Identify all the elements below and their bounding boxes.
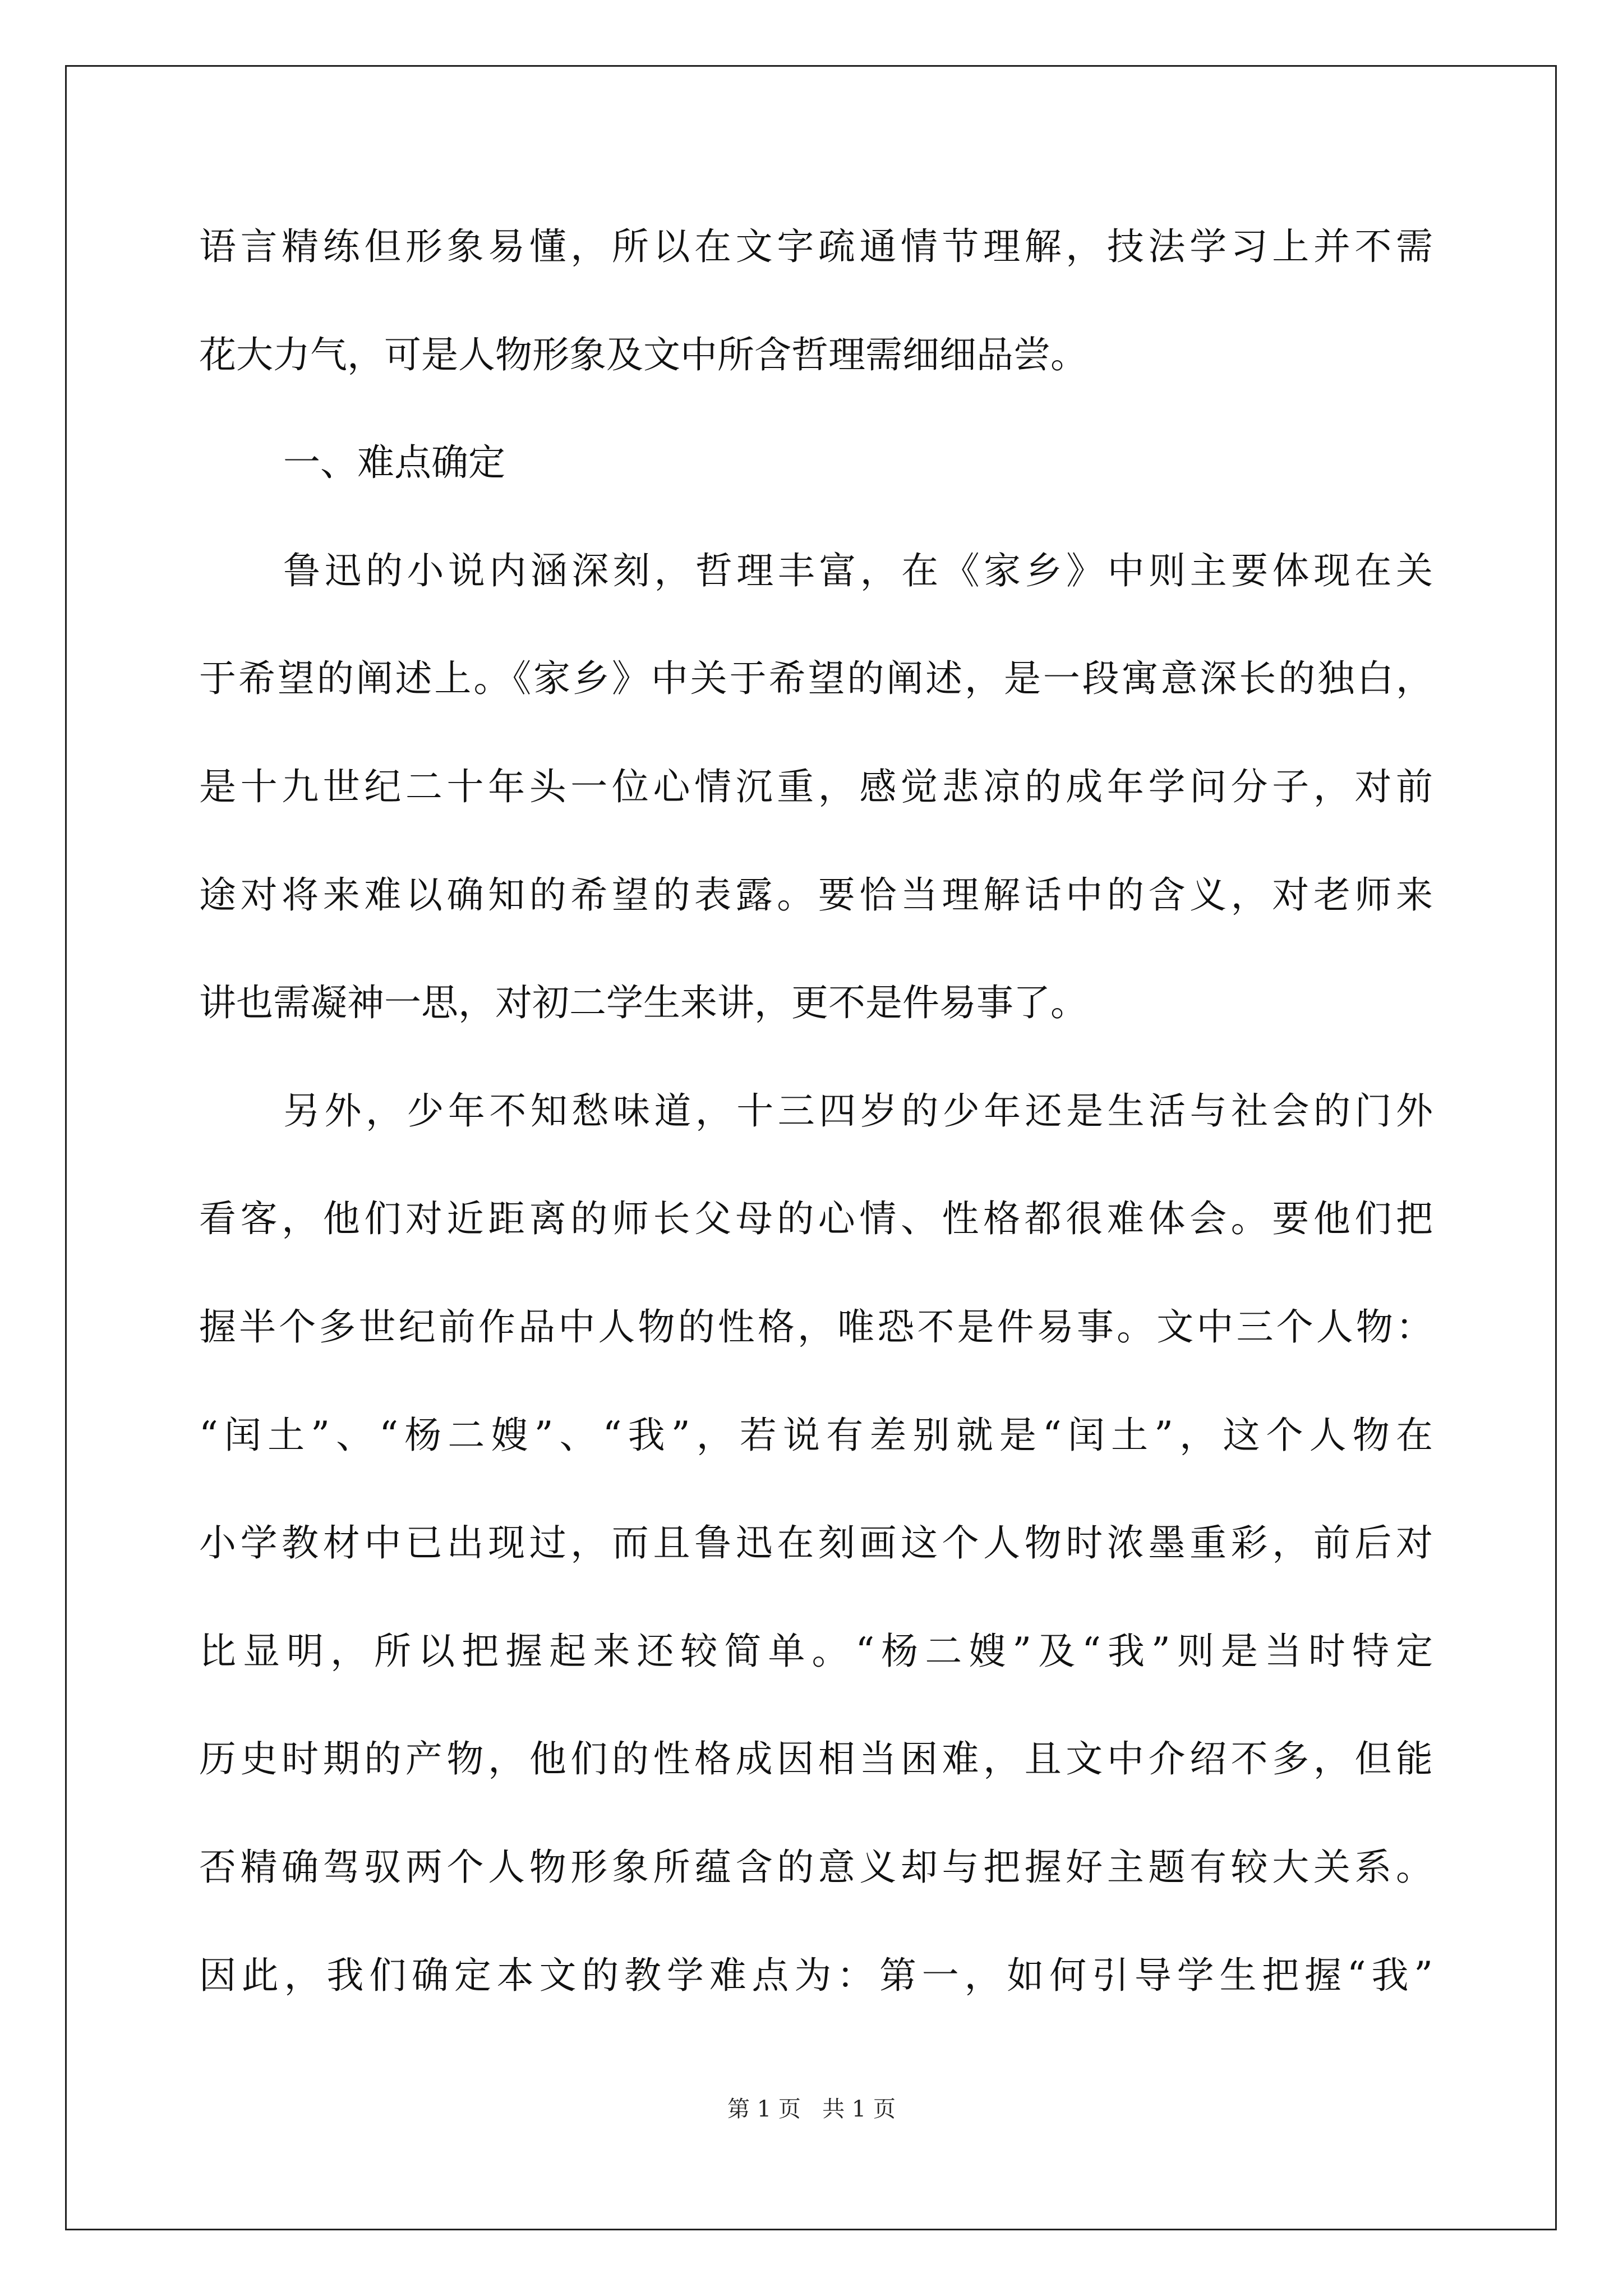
text-line-17: 因此，我们确定本文的教学难点为：第一，如何引导学生把握“我” — [199, 1953, 1433, 1997]
text-line-16: 否精确驾驭两个人物形象所蕴含的意义却与把握好主题有较大关系。 — [199, 1845, 1433, 1889]
page-number-footer: 第 1 页 共 1 页 — [727, 2096, 896, 2122]
section-heading: 一、难点确定 — [283, 441, 505, 485]
text-line-1: 语言精练但形象易懂，所以在文字疏通情节理解，技法学习上并不需 — [199, 225, 1433, 268]
text-line-13: 小学教材中已出现过，而且鲁迅在刻画这个人物时浓墨重彩，前后对 — [199, 1521, 1433, 1565]
text-line-9: 另外，少年不知愁味道，十三四岁的少年还是生活与社会的门外 — [283, 1089, 1433, 1133]
text-line-7: 途对将来难以确知的希望的表露。要恰当理解话中的含义，对老师来 — [199, 873, 1433, 917]
text-line-6: 是十九世纪二十年头一位心情沉重，感觉悲凉的成年学问分子，对前 — [199, 765, 1433, 808]
text-line-12: “闰土”、“杨二嫂”、“我”，若说有差别就是“闰土”，这个人物在 — [199, 1413, 1433, 1457]
text-line-4: 鲁迅的小说内涵深刻，哲理丰富，在《家乡》中则主要体现在关 — [283, 549, 1433, 592]
text-line-2: 花大力气，可是人物形象及文中所含哲理需细细品尝。 — [199, 333, 1087, 376]
text-line-8: 讲也需凝神一思，对初二学生来讲，更不是件易事了。 — [199, 981, 1087, 1025]
text-line-5: 于希望的阐述上。《家乡》中关于希望的阐述，是一段寓意深长的独白， — [199, 657, 1433, 701]
body-text — [199, 213, 1433, 2050]
text-line-15: 历史时期的产物，他们的性格成因相当困难，且文中介绍不多，但能 — [199, 1737, 1433, 1781]
text-line-10: 看客，他们对近距离的师长父母的心情、性格都很难体会。要他们把 — [199, 1197, 1433, 1241]
text-line-11: 握半个多世纪前作品中人物的性格，唯恐不是件易事。文中三个人物： — [199, 1305, 1433, 1349]
text-line-14: 比显明，所以把握起来还较简单。“杨二嫂”及“我”则是当时特定 — [199, 1629, 1433, 1673]
